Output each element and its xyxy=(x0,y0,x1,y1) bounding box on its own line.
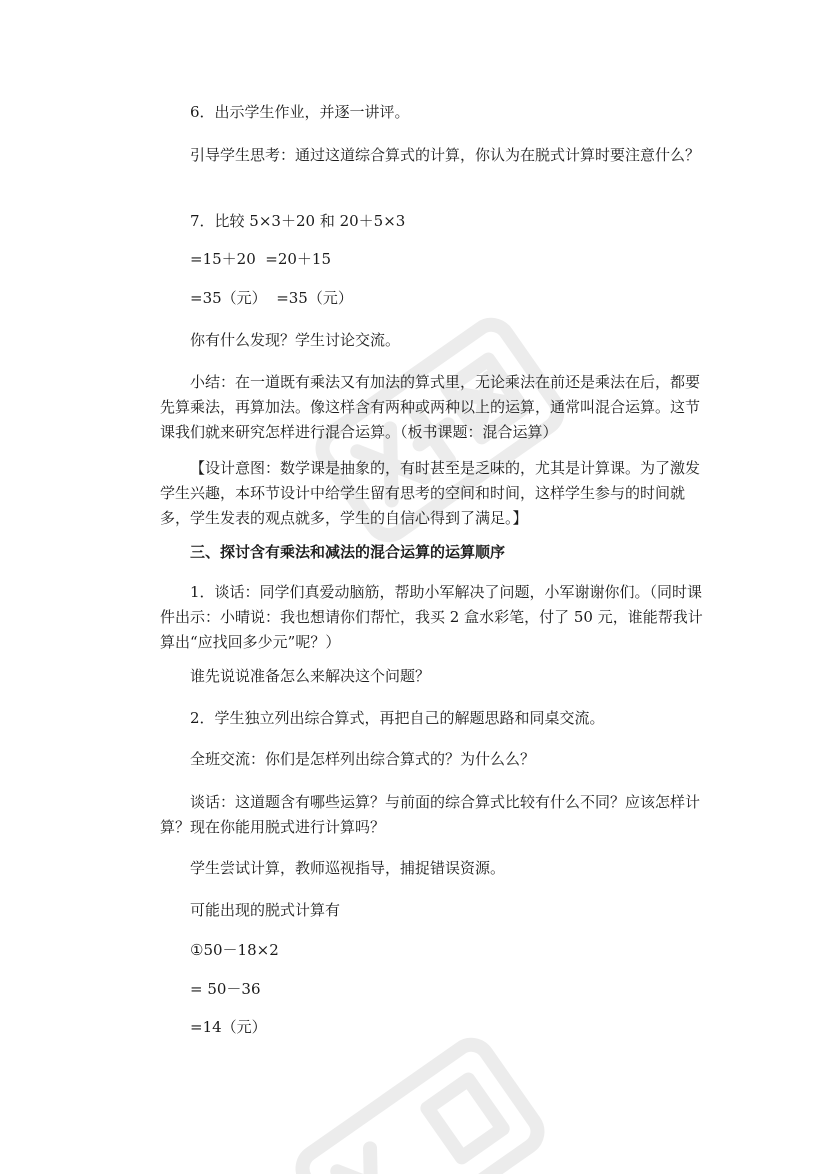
paragraph-student-try: 学生尝试计算，教师巡视指导，捕捉错误资源。 xyxy=(190,859,506,877)
section-heading-3: 三、探讨含有乘法和减法的混合运算的运算顺序 xyxy=(190,543,506,561)
paragraph-talk-1: 1．谈话：同学们真爱动脑筋，帮助小军解决了问题，小军谢谢你们。（同时课件出示：小晴说：我也想请你们帮忙，我买 2 盒水彩笔，付了 50 元，谁能帮我计算出“应找回多少元”呢？） xyxy=(160,583,703,651)
paragraph-step-2: 2．学生独立列出综合算式，再把自己的解题思路和同桌交流。 xyxy=(190,709,605,727)
paragraph-calc-line-1: =15＋20 =20＋15 xyxy=(190,250,332,268)
paragraph-design-intent: 【设计意图：数学课是抽象的，有时甚至是乏味的，尤其是计算课。为了激发学生兴趣，本环节设计中给学生留有思考的空间和时间，这样学生参与的时间就多，学生发表的观点就多，学生的自信心得到了满足。】 xyxy=(160,459,701,527)
paragraph-summary: 小结：在一道既有乘法又有加法的算式里，无论乘法在前还是乘法在后，都要先算乘法，再算加法。像这样含有两种或两种以上的运算，通常叫混合运算。这节课我们就来研究怎样进行混合运算。（板书课题：混合运算） xyxy=(160,373,701,441)
paragraph-step-7: 7．比较 5×3＋20 和 20＋5×3 xyxy=(190,212,406,230)
paragraph-step-6: 6．出示学生作业，并逐一讲评。 xyxy=(190,103,410,121)
paragraph-class-exchange: 全班交流：你们是怎样列出综合算式的？为什么么？ xyxy=(190,750,536,768)
paragraph-calc-a-line-1: ①50－18×2 xyxy=(190,941,279,959)
paragraph-who-first: 谁先说说准备怎么来解决这个问题？ xyxy=(190,667,431,685)
paragraph-possible-calcs: 可能出现的脱式计算有 xyxy=(190,901,341,919)
paragraph-guide-thinking: 引导学生思考：通过这道综合算式的计算，你认为在脱式计算时要注意什么？ xyxy=(190,146,701,164)
paragraph-calc-a-line-2: = 50－36 xyxy=(190,980,261,998)
paragraph-calc-a-line-3: =14（元） xyxy=(190,1018,267,1036)
paragraph-talk-2: 谈话：这道题含有哪些运算？与前面的综合算式比较有什么不同？应该怎样计算？现在你能用脱式进行计算吗？ xyxy=(160,793,701,836)
paragraph-discussion: 你有什么发现？学生讨论交流。 xyxy=(190,331,401,349)
paragraph-calc-line-2: =35（元） =35（元） xyxy=(190,289,353,307)
